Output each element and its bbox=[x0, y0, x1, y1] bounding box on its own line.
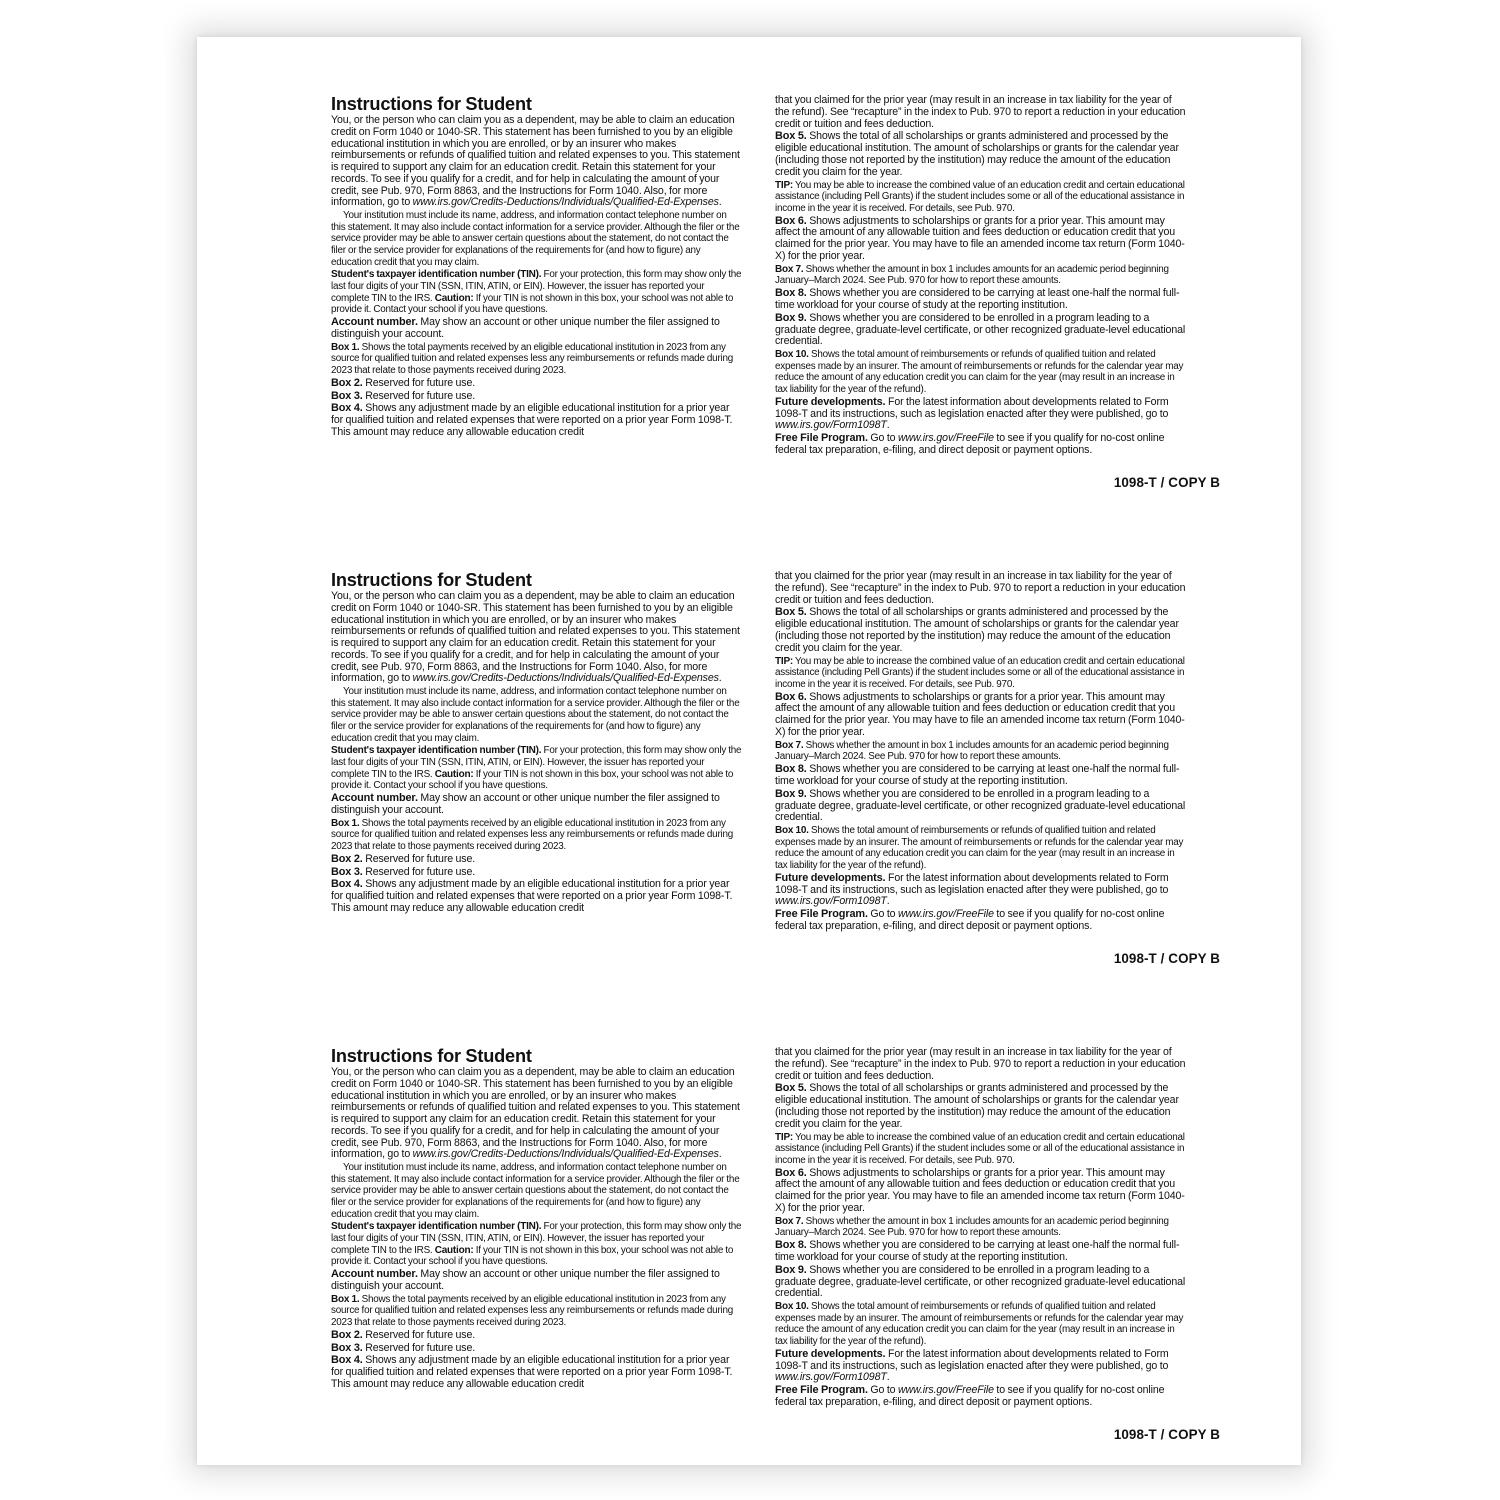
box4-label: Box 4. bbox=[331, 878, 363, 891]
tin-label: Student's taxpayer identification number (TIN). bbox=[331, 1221, 542, 1233]
box8-label: Box 8. bbox=[775, 763, 807, 776]
copy-label: 1098-T / COPY B bbox=[1113, 1427, 1220, 1442]
form1098t-link[interactable]: www.irs.gov/Form1098T bbox=[775, 895, 887, 908]
box8-paragraph: Box 8. Shows whether you are considered to be carrying at least one-half the normal full-time workload for your course of study at the reporting institution. bbox=[775, 287, 1180, 311]
box1-paragraph: Box 1. Shows the total payments received by an eligible educational institution in 2023 from any source for qualified tuition and related expenses less any reimbursements or refunds made during 2023 that relate to those payments received during 2023. bbox=[331, 1293, 734, 1328]
box6-label: Box 6. bbox=[775, 214, 807, 227]
box3-paragraph: Box 3. Reserved for future use. bbox=[331, 389, 476, 402]
box7-label: Box 7. bbox=[775, 1215, 804, 1227]
free-file-paragraph: Free File Program. Go to www.irs.gov/FreeFile to see if you qualify for no-cost online federal tax preparation, e-filing, and direct deposit or payment options. bbox=[775, 1384, 1165, 1409]
box2-paragraph: Box 2. Reserved for future use. bbox=[331, 852, 476, 865]
account-number-label: Account number. bbox=[331, 315, 418, 328]
intro-paragraph: You, or the person who can claim you as a dependent, may be able to claim an education credit on Form 1040 or 1040-SR. This statement has been furnished to you by an eligible educational institution in which you are enrolled, or by an insurer who makes reimbursements or refunds of qualified tuition and related expenses to you. This statement is required to support any claim for an education credit. Retain this statement for your records. To see if you qualify for a credit, and for help in calculating the amount of your credit, see Pub. 970, Form 8863, and the Instructions for Form 1040. Also, for more information, go to www.irs.gov/Credits-Deductions/Individuals/Qualified-Ed-Expenses. bbox=[331, 114, 740, 209]
box6-paragraph: Box 6. Shows adjustments to scholarships or grants for a prior year. This amount may affect the amount of any allowable tuition and fees deduction or education credit that you claimed for the prior year. You may have to file an amended income tax return (Form 1040-X) for the prior year. bbox=[775, 690, 1185, 738]
box2-label: Box 2. bbox=[331, 376, 363, 389]
free-file-paragraph: Free File Program. Go to www.irs.gov/FreeFile to see if you qualify for no-cost online federal tax preparation, e-filing, and direct deposit or payment options. bbox=[775, 908, 1165, 933]
caution-label: Caution: bbox=[434, 768, 474, 780]
box6-paragraph: Box 6. Shows adjustments to scholarships or grants for a prior year. This amount may affect the amount of any allowable tuition and fees deduction or education credit that you claimed for the prior year. You may have to file an amended income tax return (Form 1040-X) for the prior year. bbox=[775, 1166, 1185, 1214]
tip-label: TIP: bbox=[775, 655, 794, 667]
copy-label: 1098-T / COPY B bbox=[1113, 475, 1220, 490]
qualified-ed-expenses-link[interactable]: www.irs.gov/Credits-Deductions/Individuals/Qualified-Ed-Expenses bbox=[412, 1148, 719, 1161]
box10-label: Box 10. bbox=[775, 825, 809, 837]
free-file-label: Free File Program. bbox=[775, 908, 868, 921]
box4-continued: that you claimed for the prior year (may result in an increase in tax liability for the year of the refund). See “recapture” in the index to Pub. 970 to report a reduction in your education credit or tuition and fees deduction. bbox=[775, 570, 1186, 606]
box7-paragraph: Box 7. Shows whether the amount in box 1 includes amounts for an academic period beginning January–March 2024. See Pub. 970 for how to report these amounts. bbox=[775, 1215, 1169, 1239]
tip-label: TIP: bbox=[775, 1131, 794, 1143]
tip-label: TIP: bbox=[775, 179, 794, 191]
box10-label: Box 10. bbox=[775, 349, 809, 361]
caution-label: Caution: bbox=[434, 1244, 474, 1256]
box5-label: Box 5. bbox=[775, 606, 807, 619]
box8-paragraph: Box 8. Shows whether you are considered to be carrying at least one-half the normal full-time workload for your course of study at the reporting institution. bbox=[775, 763, 1180, 787]
future-developments-paragraph: Future developments. For the latest information about developments related to Form 1098-T and its instructions, such as legislation enacted after they were published, go to www.irs.gov/Form1098T. bbox=[775, 395, 1169, 432]
box2-paragraph: Box 2. Reserved for future use. bbox=[331, 376, 476, 389]
box7-paragraph: Box 7. Shows whether the amount in box 1 includes amounts for an academic period beginning January–March 2024. See Pub. 970 for how to report these amounts. bbox=[775, 263, 1169, 287]
box7-label: Box 7. bbox=[775, 739, 804, 751]
box10-label: Box 10. bbox=[775, 1301, 809, 1313]
box3-paragraph: Box 3. Reserved for future use. bbox=[331, 1341, 476, 1354]
tin-label: Student's taxpayer identification number (TIN). bbox=[331, 745, 542, 757]
box10-paragraph: Box 10. Shows the total amount of reimbursements or refunds of qualified tuition and related expenses made by an insurer. The amount of reimbursements or refunds for the calendar year may reduce the amount of any education credit you can claim for the year (may result in an increase in tax liability for the year of the refund). bbox=[775, 825, 1184, 872]
box4-continued: that you claimed for the prior year (may result in an increase in tax liability for the year of the refund). See “recapture” in the index to Pub. 970 to report a reduction in your education credit or tuition and fees deduction. bbox=[775, 1046, 1186, 1082]
box2-label: Box 2. bbox=[331, 852, 363, 865]
box9-paragraph: Box 9. Shows whether you are considered to be enrolled in a program leading to a graduate degree, graduate-level certificate, or other recognized graduate-level educational credential. bbox=[775, 787, 1186, 824]
box3-label: Box 3. bbox=[331, 389, 363, 402]
box8-paragraph: Box 8. Shows whether you are considered to be carrying at least one-half the normal full-time workload for your course of study at the reporting institution. bbox=[775, 1239, 1180, 1263]
box4-paragraph: Box 4. Shows any adjustment made by an eligible educational institution for a prior year for qualified tuition and related expenses that were reported on a prior year Form 1098-T. This amount may reduce any allowable education credit bbox=[331, 878, 733, 914]
left-column bbox=[331, 94, 743, 440]
box2-label: Box 2. bbox=[331, 1328, 363, 1341]
form1098t-link[interactable]: www.irs.gov/Form1098T bbox=[775, 419, 887, 432]
tip-paragraph: TIP: You may be able to increase the combined value of an education credit and certain educational assistance (including Pell Grants) if the student includes some or all of the educational assistance in income in the year it is received. For details, see Pub. 970. bbox=[775, 1131, 1185, 1166]
tip-paragraph: TIP: You may be able to increase the combined value of an education credit and certain educational assistance (including Pell Grants) if the student includes some or all of the educational assistance in income in the year it is received. For details, see Pub. 970. bbox=[775, 179, 1185, 214]
box3-label: Box 3. bbox=[331, 1341, 363, 1354]
instruction-copy-2 bbox=[197, 513, 1301, 989]
freefile-link[interactable]: www.irs.gov/FreeFile bbox=[897, 432, 994, 445]
left-column bbox=[331, 570, 743, 916]
intro-paragraph: You, or the person who can claim you as a dependent, may be able to claim an education credit on Form 1040 or 1040-SR. This statement has been furnished to you by an eligible educational institution in which you are enrolled, or by an insurer who makes reimbursements or refunds of qualified tuition and related expenses to you. This statement is required to support any claim for an education credit. Retain this statement for your records. To see if you qualify for a credit, and for help in calculating the amount of your credit, see Pub. 970, Form 8863, and the Instructions for Form 1040. Also, for more information, go to www.irs.gov/Credits-Deductions/Individuals/Qualified-Ed-Expenses. bbox=[331, 590, 740, 685]
form1098t-link[interactable]: www.irs.gov/Form1098T bbox=[775, 1371, 887, 1384]
box7-paragraph: Box 7. Shows whether the amount in box 1 includes amounts for an academic period beginning January–March 2024. See Pub. 970 for how to report these amounts. bbox=[775, 739, 1169, 763]
box9-paragraph: Box 9. Shows whether you are considered to be enrolled in a program leading to a graduate degree, graduate-level certificate, or other recognized graduate-level educational credential. bbox=[775, 311, 1186, 348]
box9-paragraph: Box 9. Shows whether you are considered to be enrolled in a program leading to a graduate degree, graduate-level certificate, or other recognized graduate-level educational credential. bbox=[775, 1263, 1186, 1300]
box1-label: Box 1. bbox=[331, 1293, 360, 1305]
future-developments-label: Future developments. bbox=[775, 871, 886, 884]
box10-paragraph: Box 10. Shows the total amount of reimbursements or refunds of qualified tuition and related expenses made by an insurer. The amount of reimbursements or refunds for the calendar year may reduce the amount of any education credit you can claim for the year (may result in an increase in tax liability for the year of the refund). bbox=[775, 1301, 1184, 1348]
box5-paragraph: Box 5. Shows the total of all scholarships or grants administered and processed by the eligible educational institution. The amount of scholarships or grants for the calendar year (including those not reported by the institution) may reduce the amount of the education credit you claim for the year. bbox=[775, 130, 1179, 178]
section-title: Instructions for Student bbox=[331, 1046, 532, 1066]
box5-paragraph: Box 5. Shows the total of all scholarships or grants administered and processed by the eligible educational institution. The amount of scholarships or grants for the calendar year (including those not reported by the institution) may reduce the amount of the education credit you claim for the year. bbox=[775, 606, 1179, 654]
freefile-link[interactable]: www.irs.gov/FreeFile bbox=[897, 908, 994, 921]
right-column bbox=[775, 95, 1187, 458]
institution-note: Your institution must include its name, address, and information contact telephone number on this statement. It may also include contact information for a service provider. Although the filer or the service provider may be able to answer certain questions about the statement, do not contact the filer or the service provider for explanations of the requirements for (and how to figure) any education credit that you may claim. bbox=[331, 1162, 740, 1220]
institution-note: Your institution must include its name, address, and information contact telephone number on this statement. It may also include contact information for a service provider. Although the filer or the service provider may be able to answer certain questions about the statement, do not contact the filer or the service provider for explanations of the requirements for (and how to figure) any education credit that you may claim. bbox=[331, 210, 740, 268]
free-file-label: Free File Program. bbox=[775, 432, 868, 445]
account-number-label: Account number. bbox=[331, 1267, 418, 1280]
box1-label: Box 1. bbox=[331, 817, 360, 829]
free-file-paragraph: Free File Program. Go to www.irs.gov/FreeFile to see if you qualify for no-cost online federal tax preparation, e-filing, and direct deposit or payment options. bbox=[775, 432, 1165, 457]
box3-label: Box 3. bbox=[331, 865, 363, 878]
account-number-paragraph: Account number. May show an account or other unique number the filer assigned to distinguish your account. bbox=[331, 315, 720, 340]
instruction-copy-3 bbox=[197, 989, 1301, 1465]
box6-label: Box 6. bbox=[775, 690, 807, 703]
box6-paragraph: Box 6. Shows adjustments to scholarships or grants for a prior year. This amount may affect the amount of any allowable tuition and fees deduction or education credit that you claimed for the prior year. You may have to file an amended income tax return (Form 1040-X) for the prior year. bbox=[775, 214, 1185, 262]
box3-paragraph: Box 3. Reserved for future use. bbox=[331, 865, 476, 878]
box10-paragraph: Box 10. Shows the total amount of reimbursements or refunds of qualified tuition and related expenses made by an insurer. The amount of reimbursements or refunds for the calendar year may reduce the amount of any education credit you can claim for the year (may result in an increase in tax liability for the year of the refund). bbox=[775, 349, 1184, 396]
box8-label: Box 8. bbox=[775, 1239, 807, 1252]
box8-label: Box 8. bbox=[775, 287, 807, 300]
box5-paragraph: Box 5. Shows the total of all scholarships or grants administered and processed by the eligible educational institution. The amount of scholarships or grants for the calendar year (including those not reported by the institution) may reduce the amount of the education credit you claim for the year. bbox=[775, 1082, 1179, 1130]
qualified-ed-expenses-link[interactable]: www.irs.gov/Credits-Deductions/Individuals/Qualified-Ed-Expenses bbox=[412, 672, 719, 685]
right-column bbox=[775, 1047, 1187, 1410]
section-title: Instructions for Student bbox=[331, 94, 532, 114]
box1-paragraph: Box 1. Shows the total payments received by an eligible educational institution in 2023 from any source for qualified tuition and related expenses less any reimbursements or refunds made during 2023 that relate to those payments received during 2023. bbox=[331, 341, 734, 376]
box9-label: Box 9. bbox=[775, 311, 807, 324]
box1-label: Box 1. bbox=[331, 341, 360, 353]
future-developments-label: Future developments. bbox=[775, 395, 886, 408]
box9-label: Box 9. bbox=[775, 1263, 807, 1276]
copy-label: 1098-T / COPY B bbox=[1113, 951, 1220, 966]
box4-label: Box 4. bbox=[331, 1354, 363, 1367]
future-developments-paragraph: Future developments. For the latest information about developments related to Form 1098-T and its instructions, such as legislation enacted after they were published, go to www.irs.gov/Form1098T. bbox=[775, 871, 1169, 908]
tin-paragraph: Student's taxpayer identification number (TIN). For your protection, this form may show only the last four digits of your TIN (SSN, ITIN, ATIN, or EIN). However, the issuer has reported your complete TIN to the IRS. Caution: If your TIN is not shown in this box, your school was not able to provide it. Contact your school if you have questions. bbox=[331, 745, 742, 792]
box4-paragraph: Box 4. Shows any adjustment made by an eligible educational institution for a prior year for qualified tuition and related expenses that were reported on a prior year Form 1098-T. This amount may reduce any allowable education credit bbox=[331, 402, 733, 438]
section-title: Instructions for Student bbox=[331, 570, 532, 590]
intro-paragraph: You, or the person who can claim you as a dependent, may be able to claim an education credit on Form 1040 or 1040-SR. This statement has been furnished to you by an eligible educational institution in which you are enrolled, or by an insurer who makes reimbursements or refunds of qualified tuition and related expenses to you. This statement is required to support any claim for an education credit. Retain this statement for your records. To see if you qualify for a credit, and for help in calculating the amount of your credit, see Pub. 970, Form 8863, and the Instructions for Form 1040. Also, for more information, go to www.irs.gov/Credits-Deductions/Individuals/Qualified-Ed-Expenses. bbox=[331, 1066, 740, 1161]
right-column bbox=[775, 571, 1187, 934]
box9-label: Box 9. bbox=[775, 787, 807, 800]
box7-label: Box 7. bbox=[775, 263, 804, 275]
box4-continued: that you claimed for the prior year (may result in an increase in tax liability for the year of the refund). See “recapture” in the index to Pub. 970 to report a reduction in your education credit or tuition and fees deduction. bbox=[775, 94, 1186, 130]
account-number-label: Account number. bbox=[331, 791, 418, 804]
box5-label: Box 5. bbox=[775, 1082, 807, 1095]
future-developments-label: Future developments. bbox=[775, 1347, 886, 1360]
freefile-link[interactable]: www.irs.gov/FreeFile bbox=[897, 1384, 994, 1397]
instruction-copy-1 bbox=[197, 37, 1301, 513]
caution-label: Caution: bbox=[434, 292, 474, 304]
box4-label: Box 4. bbox=[331, 402, 363, 415]
box2-paragraph: Box 2. Reserved for future use. bbox=[331, 1328, 476, 1341]
account-number-paragraph: Account number. May show an account or other unique number the filer assigned to distinguish your account. bbox=[331, 1267, 720, 1292]
left-column bbox=[331, 1046, 743, 1392]
box5-label: Box 5. bbox=[775, 130, 807, 143]
tin-paragraph: Student's taxpayer identification number (TIN). For your protection, this form may show only the last four digits of your TIN (SSN, ITIN, ATIN, or EIN). However, the issuer has reported your complete TIN to the IRS. Caution: If your TIN is not shown in this box, your school was not able to provide it. Contact your school if you have questions. bbox=[331, 1221, 742, 1268]
box6-label: Box 6. bbox=[775, 1166, 807, 1179]
tin-paragraph: Student's taxpayer identification number (TIN). For your protection, this form may show only the last four digits of your TIN (SSN, ITIN, ATIN, or EIN). However, the issuer has reported your complete TIN to the IRS. Caution: If your TIN is not shown in this box, your school was not able to provide it. Contact your school if you have questions. bbox=[331, 269, 742, 316]
qualified-ed-expenses-link[interactable]: www.irs.gov/Credits-Deductions/Individuals/Qualified-Ed-Expenses bbox=[412, 196, 719, 209]
institution-note: Your institution must include its name, address, and information contact telephone number on this statement. It may also include contact information for a service provider. Although the filer or the service provider may be able to answer certain questions about the statement, do not contact the filer or the service provider for explanations of the requirements for (and how to figure) any education credit that you may claim. bbox=[331, 686, 740, 744]
account-number-paragraph: Account number. May show an account or other unique number the filer assigned to distinguish your account. bbox=[331, 791, 720, 816]
future-developments-paragraph: Future developments. For the latest information about developments related to Form 1098-T and its instructions, such as legislation enacted after they were published, go to www.irs.gov/Form1098T. bbox=[775, 1347, 1169, 1384]
tin-label: Student's taxpayer identification number (TIN). bbox=[331, 269, 542, 281]
tip-paragraph: TIP: You may be able to increase the combined value of an education credit and certain educational assistance (including Pell Grants) if the student includes some or all of the educational assistance in income in the year it is received. For details, see Pub. 970. bbox=[775, 655, 1185, 690]
free-file-label: Free File Program. bbox=[775, 1384, 868, 1397]
box4-paragraph: Box 4. Shows any adjustment made by an eligible educational institution for a prior year for qualified tuition and related expenses that were reported on a prior year Form 1098-T. This amount may reduce any allowable education credit bbox=[331, 1354, 733, 1390]
form-sheet bbox=[197, 37, 1301, 1465]
box1-paragraph: Box 1. Shows the total payments received by an eligible educational institution in 2023 from any source for qualified tuition and related expenses less any reimbursements or refunds made during 2023 that relate to those payments received during 2023. bbox=[331, 817, 734, 852]
